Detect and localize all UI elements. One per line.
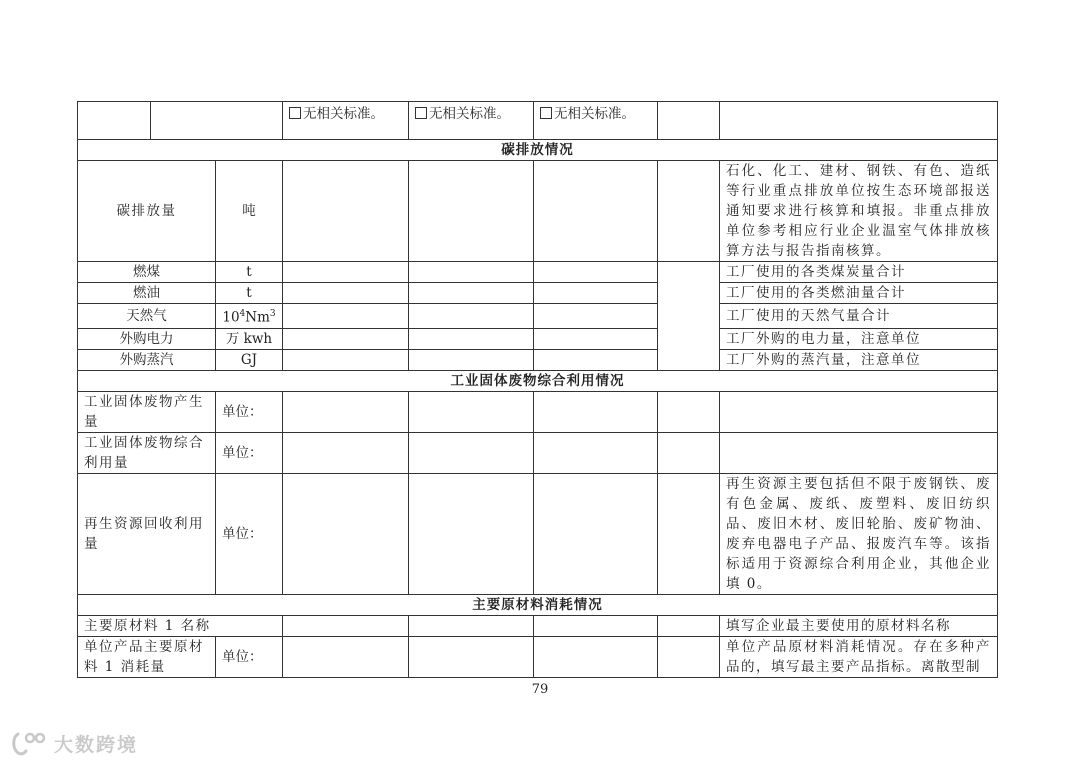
carbon-row-steam	[78, 349, 998, 370]
row-note: 石化、化工、建材、钢铁、有色、造纸等行业重点排放单位按生态环境部报送通知要求进行核算和填报。非重点排放单位参考相应行业企业温室气体排放核算方法与报告指南核算。	[720, 161, 998, 262]
input-cell[interactable]	[534, 161, 658, 262]
row-unit: t	[216, 283, 283, 304]
input-cell[interactable]	[658, 432, 720, 473]
input-cell[interactable]	[409, 262, 534, 283]
standards-cell	[409, 102, 534, 140]
checkbox-icon[interactable]	[540, 107, 552, 119]
input-cell[interactable]	[283, 328, 409, 349]
checkbox-icon[interactable]	[289, 107, 301, 119]
standards-row	[78, 102, 998, 140]
checkbox-label: 无相关标准。	[429, 106, 510, 122]
input-cell[interactable]	[534, 304, 658, 329]
input-cell[interactable]	[534, 328, 658, 349]
section-header-solid-waste: 工业固体废物综合利用情况	[78, 370, 998, 391]
input-cell[interactable]	[409, 432, 534, 473]
watermark	[10, 730, 138, 757]
page-number: 79	[531, 682, 549, 697]
row-label: 工业固体废物产生量	[78, 391, 216, 432]
input-cell[interactable]	[283, 636, 409, 677]
input-cell[interactable]	[283, 262, 409, 283]
material-consumption-row	[78, 636, 998, 677]
waste-row-utilized	[78, 432, 998, 473]
input-cell[interactable]	[283, 349, 409, 370]
carbon-row-gas	[78, 304, 998, 329]
input-cell[interactable]	[283, 283, 409, 304]
row-label: 外购电力	[78, 328, 216, 349]
row-label: 燃煤	[78, 262, 216, 283]
input-cell[interactable]	[409, 636, 534, 677]
row-note	[720, 432, 998, 473]
row-label: 碳排放量	[78, 161, 216, 262]
checkbox-label: 无相关标准。	[554, 106, 635, 122]
input-cell[interactable]	[534, 262, 658, 283]
waste-row-generated	[78, 391, 998, 432]
row-unit: GJ	[216, 349, 283, 370]
row-unit: $10^4Nm^3$	[216, 304, 283, 329]
input-cell[interactable]	[534, 473, 658, 594]
row-unit: t	[216, 262, 283, 283]
input-cell[interactable]	[283, 391, 409, 432]
standards-cell	[534, 102, 658, 140]
row-note: 工厂使用的各类燃油量合计	[720, 283, 998, 304]
input-cell[interactable]	[409, 473, 534, 594]
row-note: 再生资源主要包括但不限于废钢铁、废有色金属、废纸、废塑料、废旧纺织品、废旧木材、废旧轮胎、废矿物油、废弃电器电子产品、报废汽车等。该指标适用于资源综合利用企业，其他企业填 0。	[720, 473, 998, 594]
row-note: 工厂外购的蒸汽量，注意单位	[720, 349, 998, 370]
input-cell[interactable]	[658, 161, 720, 262]
input-cell[interactable]	[283, 473, 409, 594]
watermark-text: 大数跨境	[54, 734, 139, 756]
input-cell[interactable]	[658, 391, 720, 432]
input-cell[interactable]	[409, 349, 534, 370]
input-cell[interactable]	[534, 283, 658, 304]
row-note	[720, 391, 998, 432]
row-note: 工厂使用的天然气量合计	[720, 304, 998, 329]
input-cell[interactable]	[658, 615, 720, 636]
waste-row-recycled	[78, 473, 998, 594]
section-header-carbon: 碳排放情况	[78, 140, 998, 161]
report-form-table	[77, 101, 998, 678]
row-label: 再生资源回收利用量	[78, 473, 216, 594]
input-cell[interactable]	[409, 304, 534, 329]
carbon-total-row	[78, 161, 998, 262]
row-label: 主要原材料 1 名称	[78, 615, 283, 636]
row-note: 工厂外购的电力量，注意单位	[720, 328, 998, 349]
checkbox-icon[interactable]	[415, 107, 427, 119]
input-cell[interactable]	[283, 432, 409, 473]
row-label: 天然气	[78, 304, 216, 329]
input-cell[interactable]	[534, 432, 658, 473]
input-cell[interactable]	[409, 391, 534, 432]
input-cell[interactable]	[283, 615, 409, 636]
row-note: 单位产品原材料消耗情况。存在多种产品的，填写最主要产品指标。离散型制	[720, 636, 998, 677]
row-note: 填写企业最主要使用的原材料名称	[720, 615, 998, 636]
material-name-row	[78, 615, 998, 636]
row-unit: 单位：	[216, 473, 283, 594]
input-cell[interactable]	[534, 615, 658, 636]
row-label: 单位产品主要原材料 1 消耗量	[78, 636, 216, 677]
standards-cell	[283, 102, 409, 140]
carbon-row-oil	[78, 283, 998, 304]
input-cell[interactable]	[658, 636, 720, 677]
row-label: 燃油	[78, 283, 216, 304]
input-cell[interactable]	[658, 473, 720, 594]
input-cell[interactable]	[534, 636, 658, 677]
row-unit: 吨	[216, 161, 283, 262]
input-cell[interactable]	[409, 161, 534, 262]
watermark-logo-icon	[10, 731, 50, 757]
input-cell[interactable]	[409, 283, 534, 304]
row-unit: 万 kwh	[216, 328, 283, 349]
row-note: 工厂使用的各类煤炭量合计	[720, 262, 998, 283]
input-cell[interactable]	[534, 391, 658, 432]
input-cell[interactable]	[534, 349, 658, 370]
input-cell[interactable]	[409, 328, 534, 349]
checkbox-label: 无相关标准。	[303, 106, 384, 122]
section-header-materials: 主要原材料消耗情况	[78, 594, 998, 615]
merged-blank-cell	[658, 262, 720, 371]
input-cell[interactable]	[283, 304, 409, 329]
input-cell[interactable]	[283, 161, 409, 262]
carbon-row-coal	[78, 262, 998, 283]
row-unit: 单位：	[216, 432, 283, 473]
row-unit: 单位：	[216, 391, 283, 432]
row-unit: 单位：	[216, 636, 283, 677]
row-label: 外购蒸汽	[78, 349, 216, 370]
input-cell[interactable]	[409, 615, 534, 636]
row-label: 工业固体废物综合利用量	[78, 432, 216, 473]
carbon-row-electricity	[78, 328, 998, 349]
